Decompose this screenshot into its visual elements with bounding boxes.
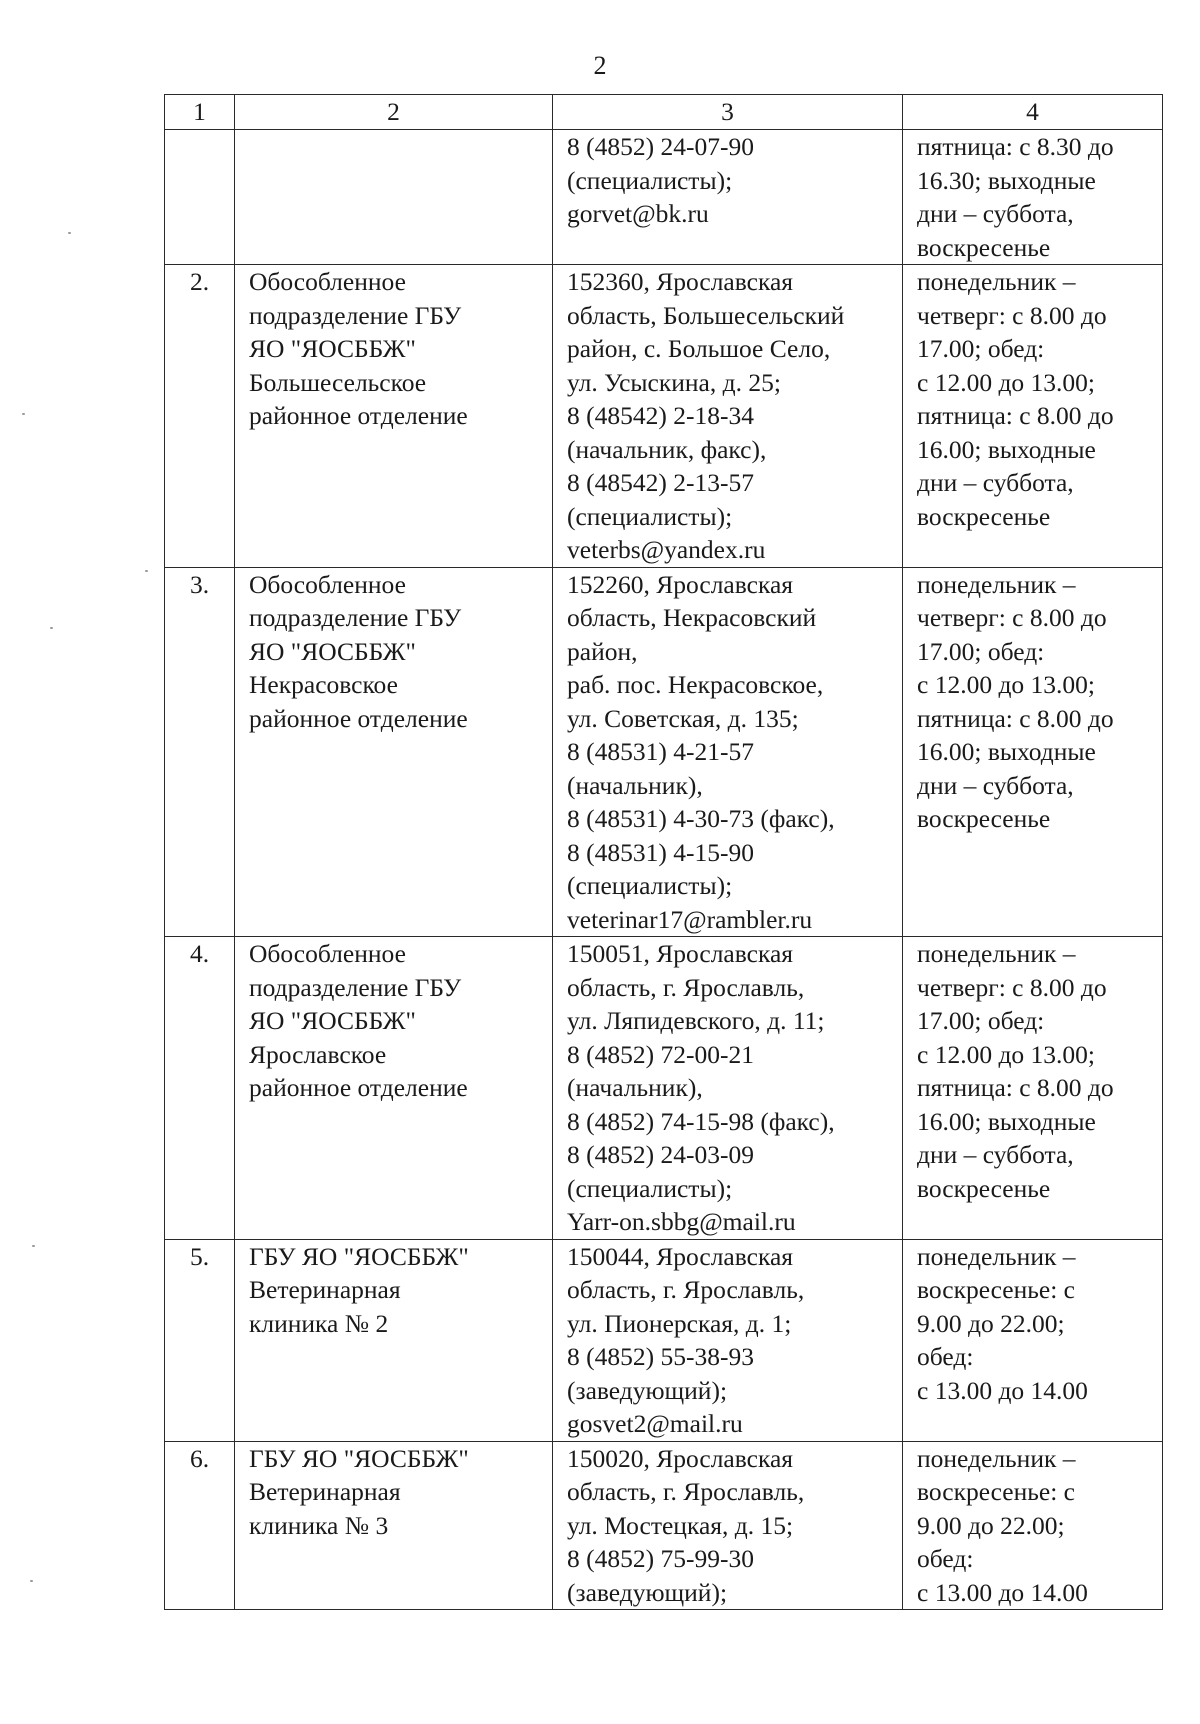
contact-details: 8 (4852) 24-07-90 (специалисты); gorvet@bk.ru xyxy=(553,130,903,265)
column-header-2: 2 xyxy=(235,95,553,130)
working-hours: понедельник – четверг: с 8.00 до 17.00; обед: с 12.00 до 13.00; пятница: с 8.00 до 16.00; выходные дни – суббота, воскресенье xyxy=(903,265,1163,568)
table-row xyxy=(165,567,1163,937)
table-row xyxy=(165,265,1163,568)
scan-speck xyxy=(32,1245,35,1247)
working-hours: понедельник – четверг: с 8.00 до 17.00; обед: с 12.00 до 13.00; пятница: с 8.00 до 16.00; выходные дни – суббота, воскресенье xyxy=(903,567,1163,937)
table-header xyxy=(165,95,1163,130)
table-row xyxy=(165,1441,1163,1610)
organization-name: ГБУ ЯО "ЯОСББЖ" Ветеринарная клиника № 2 xyxy=(235,1239,553,1441)
table-header-row xyxy=(165,95,1163,130)
row-number xyxy=(165,130,235,265)
row-number: 2. xyxy=(165,265,235,568)
working-hours: понедельник – воскресенье: с 9.00 до 22.00; обед: с 13.00 до 14.00 xyxy=(903,1441,1163,1610)
working-hours: понедельник – воскресенье: с 9.00 до 22.00; обед: с 13.00 до 14.00 xyxy=(903,1239,1163,1441)
contact-details: 150044, Ярославская область, г. Ярославль, ул. Пионерская, д. 1; 8 (4852) 55-38-93 (заведующий); gosvet2@mail.ru xyxy=(553,1239,903,1441)
row-number: 5. xyxy=(165,1239,235,1441)
scan-speck xyxy=(30,1580,33,1582)
column-header-3: 3 xyxy=(553,95,903,130)
organization-name: Обособленное подразделение ГБУ ЯО "ЯОСББЖ" Ярославское районное отделение xyxy=(235,937,553,1240)
organization-name xyxy=(235,130,553,265)
table-body xyxy=(165,130,1163,1610)
table-row xyxy=(165,130,1163,265)
working-hours: пятница: с 8.30 до 16.30; выходные дни – суббота, воскресенье xyxy=(903,130,1163,265)
working-hours: понедельник – четверг: с 8.00 до 17.00; обед: с 12.00 до 13.00; пятница: с 8.00 до 16.00; выходные дни – суббота, воскресенье xyxy=(903,937,1163,1240)
scan-speck xyxy=(68,232,71,234)
contact-details: 152360, Ярославская область, Большесельский район, с. Большое Село, ул. Усыскина, д. 25; 8 (48542) 2-18-34 (начальник, факс), 8 (48542) 2-13-57 (специалисты); veterbs@yandex.ru xyxy=(553,265,903,568)
contact-details: 150051, Ярославская область, г. Ярославль, ул. Ляпидевского, д. 11; 8 (4852) 72-00-21 (начальник), 8 (4852) 74-15-98 (факс), 8 (4852) 24-03-09 (специалисты); Yarr-on.sbbg@mail.ru xyxy=(553,937,903,1240)
table-row xyxy=(165,1239,1163,1441)
contact-details: 152260, Ярославская область, Некрасовский район, раб. пос. Некрасовское, ул. Советская, д. 135; 8 (48531) 4-21-57 (начальник), 8 (48531) 4-30-73 (факс), 8 (48531) 4-15-90 (специалисты); veterinar17@rambler.ru xyxy=(553,567,903,937)
table-row xyxy=(165,937,1163,1240)
row-number: 3. xyxy=(165,567,235,937)
contact-details: 150020, Ярославская область, г. Ярославль, ул. Мостецкая, д. 15; 8 (4852) 75-99-30 (заведующий); xyxy=(553,1441,903,1610)
column-header-1: 1 xyxy=(165,95,235,130)
column-header-4: 4 xyxy=(903,95,1163,130)
organization-name: ГБУ ЯО "ЯОСББЖ" Ветеринарная клиника № 3 xyxy=(235,1441,553,1610)
scan-speck xyxy=(145,570,148,572)
row-number: 6. xyxy=(165,1441,235,1610)
organization-name: Обособленное подразделение ГБУ ЯО "ЯОСББЖ" Некрасовское районное отделение xyxy=(235,567,553,937)
row-number: 4. xyxy=(165,937,235,1240)
organization-name: Обособленное подразделение ГБУ ЯО "ЯОСББЖ" Большесельское районное отделение xyxy=(235,265,553,568)
scan-speck xyxy=(22,413,25,415)
page-number: 2 xyxy=(593,51,607,80)
contacts-table xyxy=(164,94,1163,1610)
scan-speck xyxy=(50,627,53,629)
